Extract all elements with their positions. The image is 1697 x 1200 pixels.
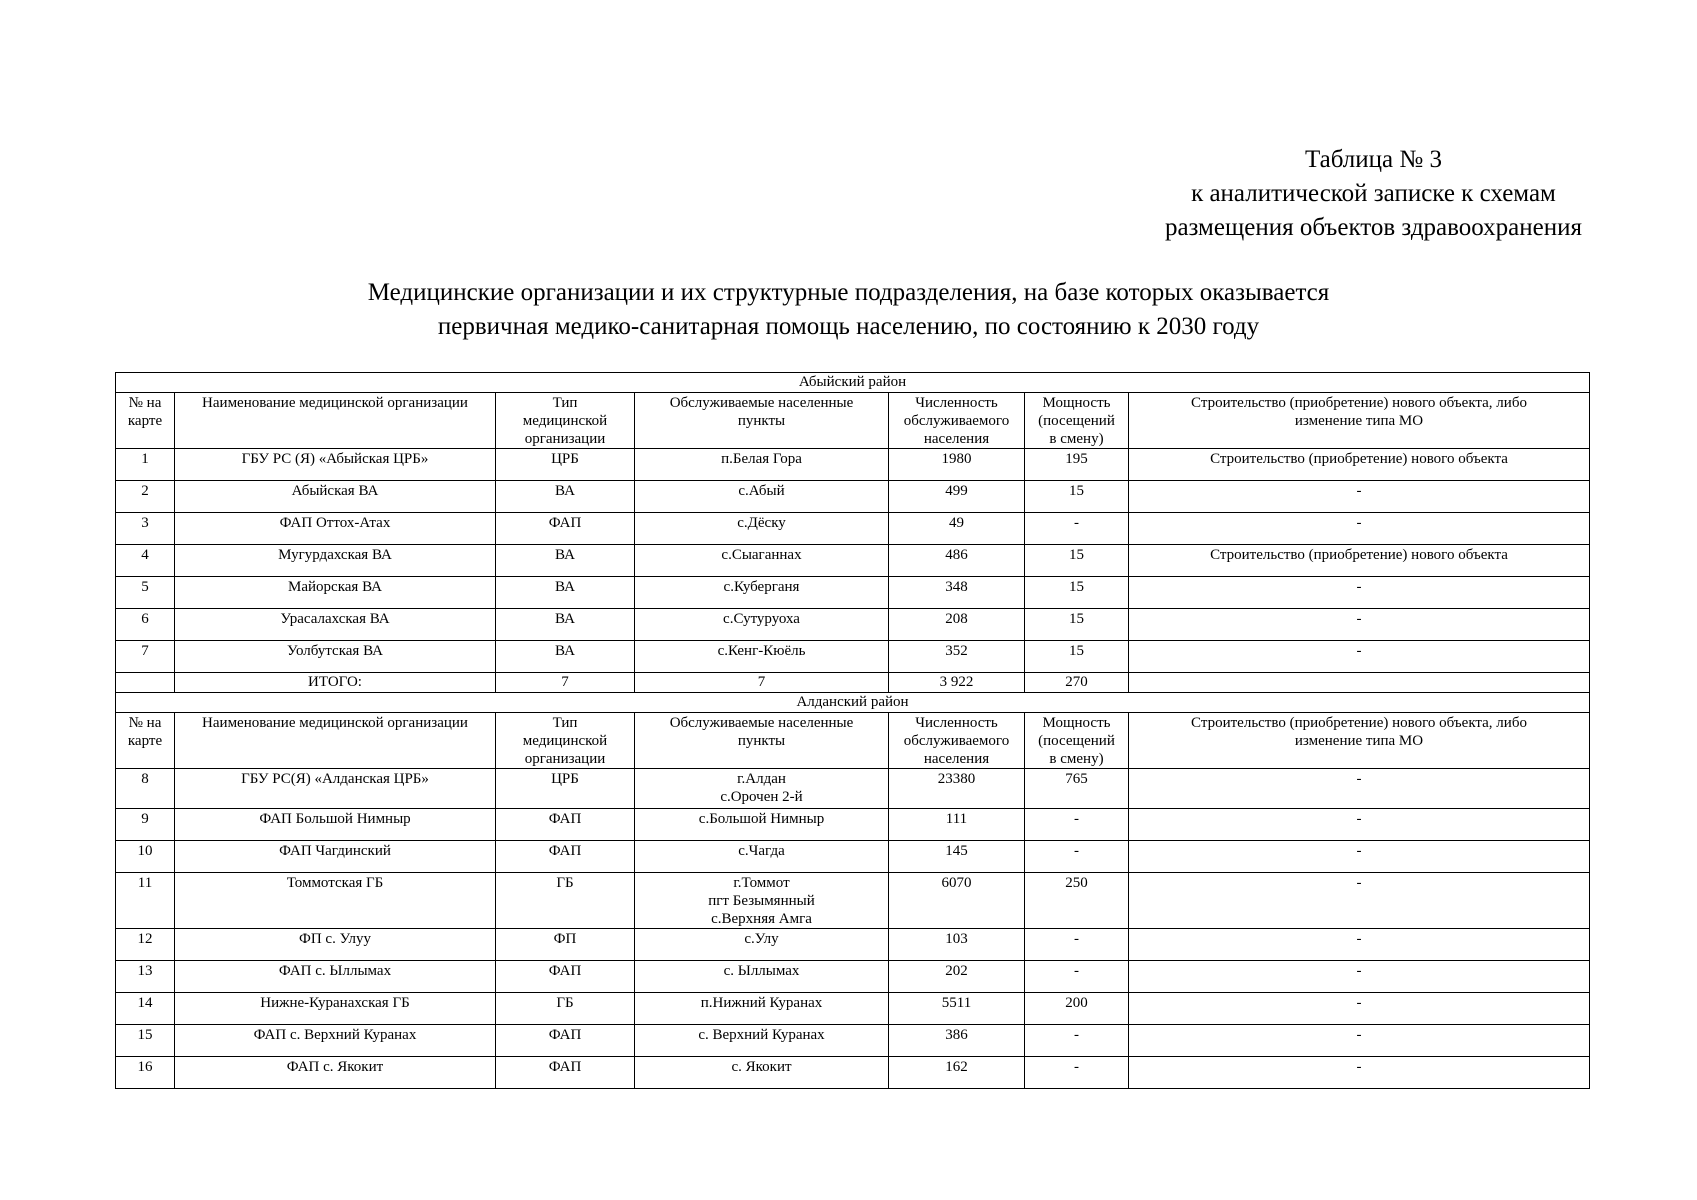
map-number-cell: 8	[116, 769, 175, 809]
type-cell: ВА	[496, 641, 635, 673]
map-number-cell: 4	[116, 545, 175, 577]
construction-cell: Строительство (приобретение) нового объекта	[1129, 449, 1590, 481]
construction-cell: -	[1129, 809, 1590, 841]
population-cell: 352	[889, 641, 1025, 673]
map-number-cell: 6	[116, 609, 175, 641]
organization-cell: ФАП Большой Нимныр	[175, 809, 496, 841]
total-label-cell: ИТОГО:	[175, 673, 496, 693]
map-number-cell: 16	[116, 1057, 175, 1089]
places-cell: п.Нижний Куранах	[635, 993, 889, 1025]
organization-cell: ФАП с. Верхний Куранах	[175, 1025, 496, 1057]
capacity-cell: 200	[1025, 993, 1129, 1025]
population-cell: 486	[889, 545, 1025, 577]
organization-cell: ФАП с. Ыллымах	[175, 961, 496, 993]
capacity-cell: 15	[1025, 577, 1129, 609]
total-row	[116, 673, 1590, 693]
population-cell: 208	[889, 609, 1025, 641]
col-capacity-header: Мощность (посещений в смену)	[1025, 393, 1129, 449]
total-type-cell: 7	[496, 673, 635, 693]
total-population-cell: 3 922	[889, 673, 1025, 693]
population-cell: 23380	[889, 769, 1025, 809]
population-cell: 5511	[889, 993, 1025, 1025]
organization-cell: Томмотская ГБ	[175, 873, 496, 929]
map-number-cell: 9	[116, 809, 175, 841]
type-cell: ВА	[496, 545, 635, 577]
type-cell: ВА	[496, 481, 635, 513]
capacity-cell: -	[1025, 841, 1129, 873]
population-cell: 49	[889, 513, 1025, 545]
capacity-cell: -	[1025, 513, 1129, 545]
column-header-row	[116, 393, 1590, 449]
capacity-cell: 15	[1025, 545, 1129, 577]
capacity-cell: -	[1025, 929, 1129, 961]
capacity-cell: 15	[1025, 481, 1129, 513]
type-cell: ЦРБ	[496, 449, 635, 481]
type-cell: ФП	[496, 929, 635, 961]
district-row	[116, 693, 1590, 713]
total-blank-cell	[116, 673, 175, 693]
table-row	[116, 449, 1590, 481]
map-number-cell: 14	[116, 993, 175, 1025]
map-number-cell: 2	[116, 481, 175, 513]
organization-cell: ФАП Чагдинский	[175, 841, 496, 873]
total-places-cell: 7	[635, 673, 889, 693]
type-cell: ВА	[496, 609, 635, 641]
table-row	[116, 545, 1590, 577]
capacity-cell: 195	[1025, 449, 1129, 481]
population-cell: 1980	[889, 449, 1025, 481]
total-construction-cell	[1129, 673, 1590, 693]
col-organization-header: Наименование медицинской организации	[175, 393, 496, 449]
construction-cell: Строительство (приобретение) нового объекта	[1129, 545, 1590, 577]
district-name: Абыйский район	[116, 373, 1590, 393]
district-name: Алданский район	[116, 693, 1590, 713]
type-cell: ВА	[496, 577, 635, 609]
organization-cell: ФАП Оттох-Атах	[175, 513, 496, 545]
population-cell: 499	[889, 481, 1025, 513]
population-cell: 111	[889, 809, 1025, 841]
organization-cell: ГБУ РС (Я) «Абыйская ЦРБ»	[175, 449, 496, 481]
type-cell: ГБ	[496, 873, 635, 929]
population-cell: 202	[889, 961, 1025, 993]
table-row	[116, 769, 1590, 809]
type-cell: ЦРБ	[496, 769, 635, 809]
title-line-1: Медицинские организации и их структурные подразделения, на базе которых оказывается	[367, 279, 1330, 306]
places-cell: с. Верхний Куранах	[635, 1025, 889, 1057]
col-capacity-header: Мощность (посещений в смену)	[1025, 713, 1129, 769]
population-cell: 348	[889, 577, 1025, 609]
column-header-row	[116, 713, 1590, 769]
capacity-cell: 765	[1025, 769, 1129, 809]
capacity-cell: 15	[1025, 609, 1129, 641]
table-number: Таблица № 3	[1304, 146, 1442, 173]
annex-line-2: к аналитической записке к схемам	[1191, 180, 1556, 207]
type-cell: ФАП	[496, 841, 635, 873]
table-row	[116, 929, 1590, 961]
places-cell: с.Абый	[635, 481, 889, 513]
map-number-cell: 1	[116, 449, 175, 481]
map-number-cell: 12	[116, 929, 175, 961]
map-number-cell: 15	[116, 1025, 175, 1057]
places-cell: г.Алдан с.Орочен 2-й	[635, 769, 889, 809]
places-cell: с.Большой Нимныр	[635, 809, 889, 841]
construction-cell: -	[1129, 769, 1590, 809]
construction-cell: -	[1129, 577, 1590, 609]
population-cell: 103	[889, 929, 1025, 961]
places-cell: с.Сыаганнах	[635, 545, 889, 577]
organization-cell: ФП с. Улуу	[175, 929, 496, 961]
col-population-header: Численность обслуживаемого населения	[889, 713, 1025, 769]
organization-cell: Майорская ВА	[175, 577, 496, 609]
col-type-header: Тип медицинской организации	[496, 713, 635, 769]
places-cell: п.Белая Гора	[635, 449, 889, 481]
col-map-number-header: № на карте	[116, 713, 175, 769]
map-number-cell: 7	[116, 641, 175, 673]
total-capacity-cell: 270	[1025, 673, 1129, 693]
table-row	[116, 577, 1590, 609]
construction-cell: -	[1129, 1057, 1590, 1089]
organization-cell: Абыйская ВА	[175, 481, 496, 513]
table-row	[116, 609, 1590, 641]
annex-line-3: размещения объектов здравоохранения	[1164, 214, 1582, 241]
population-cell: 162	[889, 1057, 1025, 1089]
places-cell: с.Чагда	[635, 841, 889, 873]
table-row	[116, 1057, 1590, 1089]
table-row	[116, 873, 1590, 929]
capacity-cell: 250	[1025, 873, 1129, 929]
table-row	[116, 841, 1590, 873]
table-row	[116, 809, 1590, 841]
table-row	[116, 1025, 1590, 1057]
table-row	[116, 481, 1590, 513]
construction-cell: -	[1129, 929, 1590, 961]
document-title	[0, 276, 1697, 344]
places-cell: с.Кенг-Кюёль	[635, 641, 889, 673]
organization-cell: Мугурдахская ВА	[175, 545, 496, 577]
population-cell: 145	[889, 841, 1025, 873]
construction-cell: -	[1129, 609, 1590, 641]
places-cell: с.Куберганя	[635, 577, 889, 609]
type-cell: ФАП	[496, 809, 635, 841]
places-cell: с. Ыллымах	[635, 961, 889, 993]
type-cell: ФАП	[496, 513, 635, 545]
organization-cell: Урасалахская ВА	[175, 609, 496, 641]
col-construction-header: Строительство (приобретение) нового объекта, либо изменение типа МО	[1129, 713, 1590, 769]
construction-cell: -	[1129, 641, 1590, 673]
capacity-cell: -	[1025, 961, 1129, 993]
table-row	[116, 513, 1590, 545]
organization-cell: ФАП с. Якокит	[175, 1057, 496, 1089]
map-number-cell: 5	[116, 577, 175, 609]
facilities-table	[115, 372, 1590, 1089]
construction-cell: -	[1129, 841, 1590, 873]
col-organization-header: Наименование медицинской организации	[175, 713, 496, 769]
col-population-header: Численность обслуживаемого населения	[889, 393, 1025, 449]
type-cell: ФАП	[496, 1025, 635, 1057]
type-cell: ГБ	[496, 993, 635, 1025]
table-row	[116, 961, 1590, 993]
type-cell: ФАП	[496, 1057, 635, 1089]
construction-cell: -	[1129, 961, 1590, 993]
organization-cell: Нижне-Куранахская ГБ	[175, 993, 496, 1025]
capacity-cell: -	[1025, 1057, 1129, 1089]
capacity-cell: 15	[1025, 641, 1129, 673]
capacity-cell: -	[1025, 1025, 1129, 1057]
title-line-2: первичная медико-санитарная помощь населению, по состоянию к 2030 году	[437, 313, 1260, 340]
map-number-cell: 10	[116, 841, 175, 873]
population-cell: 6070	[889, 873, 1025, 929]
organization-cell: Уолбутская ВА	[175, 641, 496, 673]
capacity-cell: -	[1025, 809, 1129, 841]
places-cell: с.Сутуруоха	[635, 609, 889, 641]
construction-cell: -	[1129, 993, 1590, 1025]
col-places-header: Обслуживаемые населенные пункты	[635, 713, 889, 769]
map-number-cell: 13	[116, 961, 175, 993]
table-row	[116, 641, 1590, 673]
type-cell: ФАП	[496, 961, 635, 993]
table-body	[116, 373, 1590, 1089]
places-cell: с. Якокит	[635, 1057, 889, 1089]
map-number-cell: 11	[116, 873, 175, 929]
construction-cell: -	[1129, 873, 1590, 929]
map-number-cell: 3	[116, 513, 175, 545]
annex-header	[1165, 143, 1582, 245]
construction-cell: -	[1129, 481, 1590, 513]
col-construction-header: Строительство (приобретение) нового объекта, либо изменение типа МО	[1129, 393, 1590, 449]
places-cell: с.Дёску	[635, 513, 889, 545]
col-map-number-header: № на карте	[116, 393, 175, 449]
population-cell: 386	[889, 1025, 1025, 1057]
construction-cell: -	[1129, 1025, 1590, 1057]
col-type-header: Тип медицинской организации	[496, 393, 635, 449]
table-row	[116, 993, 1590, 1025]
places-cell: с.Улу	[635, 929, 889, 961]
construction-cell: -	[1129, 513, 1590, 545]
district-row	[116, 373, 1590, 393]
organization-cell: ГБУ РС(Я) «Алданская ЦРБ»	[175, 769, 496, 809]
places-cell: г.Томмот пгт Безымянный с.Верхняя Амга	[635, 873, 889, 929]
col-places-header: Обслуживаемые населенные пункты	[635, 393, 889, 449]
